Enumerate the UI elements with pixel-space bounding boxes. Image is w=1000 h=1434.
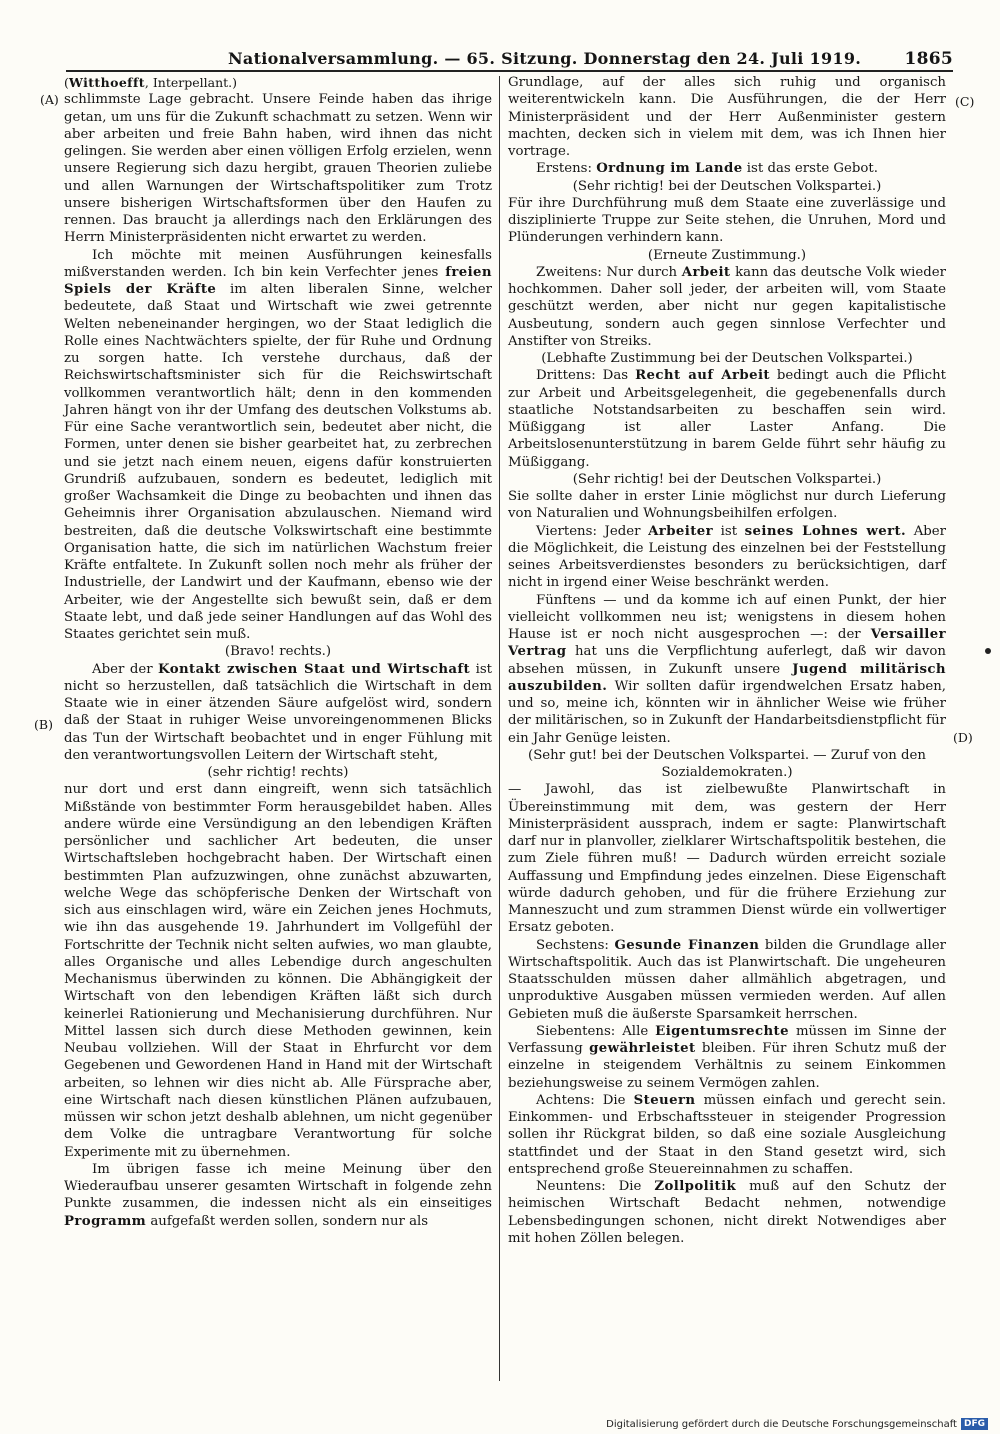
emphasis: Zollpolitik	[654, 1179, 737, 1194]
speaker-note: (Witthoefft, Interpellant.)	[64, 75, 238, 90]
emphasis: gewährleistet	[589, 1041, 696, 1056]
paragraph	[508, 1178, 946, 1247]
interjection: (sehr richtig! rechts)	[207, 765, 349, 780]
margin-dot	[985, 648, 991, 654]
paragraph	[64, 661, 492, 765]
paragraph: — Jawohl, das ist zielbewußte Planwirtschaft in Übereinstimmung mit dem, was gestern der Herr Ministerpräsident aussprach, indem er sagte: Planwirtschaft darf nur in planvoller, zielklarer Wirtschaftspolitik bestehen, die zum Ziele führen muß! — Dadurch würden erreicht soziale Auffassung und Empfindung jedes einzelnen. Diese Eigenschaft würde dadurch gehoben, und für die frühere Erziehung zur Manneszucht und zum strammen Dienst würde ein vollwertiger Ersatz geboten.	[508, 782, 946, 936]
text-run: im alten liberalen Sinne, welcher bedeutete, daß Staat und Wirtschaft wie zwei getrennte Welten nebeneinander hergingen, wo der Staat lediglich die Rolle eines Nachtwächters spielte, der für Ruhe und Ordnung zu sorgen hatte. Ich verstehe durchaus, daß der Reichswirtschaftsminister sich für die Reichswirtschaft vollkommen verantwortlich hält; denn in den kommenden Jahren hängt von ihr der Umfang des deutschen Volkstums ab. Für eine Sache verantwortlich sein, bedeutet aber nicht, die Formen, unter denen sie bisher gearbeitet hat, zu zerbrechen und sie jetzt nach einem neuen, eigens dafür konstruierten Grundriß aufzubauen, sondern es bedeutet, lediglich mit großer Wachsamkeit die Dinge zu beobachten und ihnen das Geheimnis ihrer Organisation abzulauschen. Niemand wird bestreiten, daß die deutsche Volkswirtschaft eine bestimmte Organisation hatte, die sich im natürlichen Wachstum freier Kräfte entfaltete. In Zukunft sollen noch mehr als früher der Industrielle, der Landwirt und der Kaufmann, ebenso wie der Arbeiter, wie der Angestellte sich bewußt sein, daß er dem Staate lebt, und daß jede seiner Handlungen auf das Wohl des Staates gerichtet sein muß.	[64, 282, 492, 642]
text-run: kann das deutsche Volk wieder hochkommen. Daher soll jeder, der arbeiten will, vom Staate geschützt werden, aber nicht nur gegen kapitalistische Ausbeutung, sondern auch gegen sinnlose Verfechter und Anstifter von Streiks.	[508, 264, 946, 349]
paragraph	[508, 1092, 946, 1178]
header-rule	[66, 70, 953, 72]
emphasis: Arbeiter	[648, 523, 714, 539]
margin-marker-d: (D)	[953, 730, 973, 745]
paragraph	[64, 247, 492, 644]
interjection: (Lebhafte Zustimmung bei der Deutschen Volkspartei.)	[541, 351, 913, 366]
speaker-name: Witthoefft	[68, 75, 145, 90]
text-run: müssen einfach und gerecht sein. Einkommen- und Erbschaftssteuer in steigender Progression sollen ihr Rückgrat bilden, so daß eine soziale Ausgleichung stattfindet und der Staat in den Stand gesetzt wird, sich entsprechend große Steuereinnahmen zu schaffen.	[508, 1092, 947, 1177]
text-run: Aber die Möglichkeit, die Leistung des einzelnen bei der Feststellung seines Arbeitsverdienstes besonders zu berücksichtigen, darf nicht in irgend einer Weise beschränkt werden.	[508, 523, 947, 591]
text-run: aufgefaßt werden sollen, sondern nur als	[150, 1213, 429, 1229]
right-column	[508, 74, 946, 1247]
text-run: Im übrigen fasse ich meine Meinung über den Wiederaufbau unserer gesamten Wirtschaft in folgende zehn Punkte zusammen, die indessen nicht als ein einseitiges	[64, 1161, 492, 1212]
emphasis: Programm	[64, 1213, 147, 1229]
text-run: müssen im Sinne der Verfassung	[508, 1023, 947, 1056]
text-run: Drittens: Das	[536, 368, 629, 384]
funding-footer	[606, 1418, 988, 1430]
paragraph	[508, 1023, 946, 1092]
page-header	[228, 46, 953, 72]
paragraph: schlimmste Lage gebracht. Unsere Feinde haben das ihrige getan, um uns für die Zukunft schachmatt zu setzen. Wenn wir aber arbeiten und freie Bahn haben, wird ihnen das nicht gelingen. Sie werden aber einen völligen Erfolg erzielen, wenn unsere Regierung sich dazu hergibt, grauen Theorien zuliebe und allen Warnungen der Wirtschaftspolitiker zum Trotz unsere bisherigen Wirtschaftsformen über den Haufen zu rennen. Das braucht ja allerdings nach den Erklärungen des Herrn Ministerpräsidenten nicht erwartet zu werden.	[64, 92, 492, 246]
paragraph	[508, 264, 946, 350]
emphasis: Ordnung im Lande	[596, 161, 743, 177]
text-run: bleiben. Für ihren Schutz muß der einzelne in steigendem Verhältnis zu seinem Einkommen beziehungsweise zu seinem Vermögen zahlen.	[508, 1041, 946, 1091]
margin-marker-c: (C)	[955, 94, 975, 109]
text-run: Neuntens: Die	[536, 1179, 642, 1194]
text-run: bilden die Grundlage aller Wirtschaftspolitik. Auch das ist Planwirtschaft. Die ungeheuren Staatsschulden müssen daher allmählich abgetragen, und unproduktive Ausgaben müssen vermieden werden. Auf allen Gebieten muß die äußerste Sparsamkeit herrschen.	[508, 937, 946, 1022]
emphasis: seines Lohnes wert.	[744, 523, 907, 539]
text-run: Siebentens: Alle	[536, 1023, 649, 1039]
emphasis: Arbeit	[681, 264, 731, 280]
text-run: Zweitens: Nur durch	[536, 264, 678, 280]
emphasis: Kontakt zwischen Staat und Wirtschaft	[158, 661, 471, 677]
paragraph	[508, 523, 946, 592]
interjection: (Bravo! rechts.)	[224, 644, 332, 660]
emphasis: Recht auf Arbeit	[635, 368, 770, 384]
text-run: muß auf den Schutz der heimischen Wirtschaft Bedacht nehmen, notwendige Lebensbedingungen schonen, nicht direkt Notwendiges aber mit hohen Zöllen belegen.	[508, 1179, 946, 1246]
interjection: (Erneute Zustimmung.)	[647, 247, 807, 263]
text-run: bedingt auch die Pflicht zur Arbeit und Arbeitsgelegenheit, die gegebenenfalls durch staatliche Notstandsarbeiten zu beschaffen sein wird. Müßiggang ist aller Laster Anfang. Die Arbeitslosenunterstützung in barem Gelde führt sehr häufig zu Müßiggang.	[508, 368, 946, 470]
paragraph	[508, 937, 946, 1023]
emphasis: Versailler Vertrag	[508, 627, 946, 660]
page-number: 1865	[904, 49, 953, 69]
text-run: Aber der	[92, 661, 153, 677]
speaker-role: , Interpellant.)	[144, 75, 238, 90]
text-run: ist das erste Gebot.	[746, 161, 878, 177]
paragraph: Sie sollte daher in erster Linie möglichst nur durch Lieferung von Naturalien und Wohnungsbeihilfen erfolgen.	[508, 489, 946, 522]
paragraph	[508, 367, 946, 471]
paragraph	[64, 1161, 492, 1230]
interjection: (Sehr gut! bei der Deutschen Volkspartei. — Zuruf von den Sozialdemokraten.)	[528, 747, 926, 780]
paragraph: Für ihre Durchführung muß dem Staate eine zuverlässige und disziplinierte Truppe zur Seite stehen, die Unruhen, Mord und Plünderungen verhindern kann.	[508, 195, 946, 246]
paragraph: Grundlage, auf der alles sich ruhig und organisch weiterentwickeln kann. Die Ausführungen, die der Herr Ministerpräsident und der Herr Außenminister gestern machten, decken sich in vielem mit dem, was ich Ihnen hier vortrage.	[508, 75, 946, 159]
text-run: Viertens: Jeder	[536, 523, 641, 539]
emphasis: Jugend militärisch auszubilden.	[508, 661, 946, 694]
text-run: Fünftens — und da komme ich auf einen Punkt, der hier vielleicht vollkommen neu ist; wenigstens in diesem hohen Hause ist er noch nicht ausgesprochen —: der	[508, 592, 946, 642]
text-run: ist	[720, 523, 738, 539]
footer-text: Digitalisierung gefördert durch die Deutsche Forschungsgemeinschaft	[606, 1418, 957, 1430]
paragraph	[508, 160, 946, 177]
interjection: (Sehr richtig! bei der Deutschen Volkspartei.)	[572, 178, 882, 194]
text-run: hat uns die Verpflichtung auferlegt, daß wir davon absehen müssen, in Zukunft unsere	[508, 644, 946, 677]
paragraph	[508, 592, 946, 747]
dfg-logo: DFG	[961, 1418, 988, 1430]
emphasis: Gesunde Finanzen	[614, 937, 760, 953]
text-run: ist nicht so herzustellen, daß tatsächlich die Wirtschaft in dem Staate wie in einer ätzenden Säure aufgelöst wird, sondern daß der Staat in ruhiger Weise unvoreingenommenen Blicks das Tun der Wirtschaft beobachtet und in enger Fühlung mit den verantwortungsvollen Leitern der Wirtschaft steht,	[64, 661, 492, 763]
text-run: Achtens: Die	[536, 1092, 626, 1108]
text-run: Ich möchte mit meinen Ausführungen keinesfalls mißverstanden werden. Ich bin kein Verfechter jenes	[64, 247, 492, 280]
margin-marker-a: (A)	[40, 92, 59, 107]
text-run: Erstens:	[536, 161, 592, 177]
running-title: Nationalversammlung. — 65. Sitzung. Donnerstag den 24. Juli 1919.	[228, 49, 862, 68]
emphasis: freien Spiels der Kräfte	[64, 264, 492, 297]
emphasis: Steuern	[633, 1092, 696, 1108]
interjection: (Sehr richtig! bei der Deutschen Volkspartei.)	[572, 471, 882, 487]
paragraph: nur dort und erst dann eingreift, wenn sich tatsächlich Mißstände von bestimmter Form herausgebildet haben. Alles andere würde eine Versündigung an den lebendigen Kräften persönlicher und sachlicher Art bedeuten, die unser Wirtschaftsleben hochgebracht haben. Der Wirtschaft einen bestimmten Plan aufzuzwingen, ohne zunächst abzuwarten, welche Wege das schöpferische Denken der Wirtschaft von sich aus einschlagen wird, wäre ein Zeichen jenes Hochmuts, wie ihn das ausgehende 19. Jahrhundert im Vollgefühl der Fortschritte der Technik nicht selten aufwies, wo man glaubte, alles Organische und alles Lebendige durch angeschulten Mechanismus überwinden zu können. Die Abhängigkeit der Wirtschaft von den lebendigen Kräften läßt sich durch keinerlei Rationierung und Mechanisierung durchführen. Nur Mittel lassen sich durch diese Methoden gewinnen, kein Neubau vollziehen. Will der Staat in Ehrfurcht vor dem Gegebenen und Gewordenen Hand in Hand mit der Wirtschaft arbeiten, so lehnen wir dies nicht ab. Alle Fürsprache aber, eine Wirtschaft nach diesen künstlichen Plänen aufzubauen, müssen wir schon jetzt deshalb ablehnen, um nicht gegenüber dem Volke die untragbare Verantwortung für solche Experimente mit zu übernehmen.	[64, 782, 492, 1160]
text-run: Sechstens:	[536, 937, 609, 953]
text-run: Wir sollten dafür irgendwelchen Ersatz haben, und so, meine ich, könnten wir in ähnlicher Weise wie früher der militärischen, so in Zukunft der Handarbeitsdienstpflicht für ein Jahr Genüge leisten.	[508, 678, 947, 746]
margin-marker-b: (B)	[34, 717, 53, 732]
emphasis: Eigentumsrechte	[655, 1023, 789, 1039]
left-column	[64, 74, 492, 1230]
column-divider	[499, 76, 500, 1381]
